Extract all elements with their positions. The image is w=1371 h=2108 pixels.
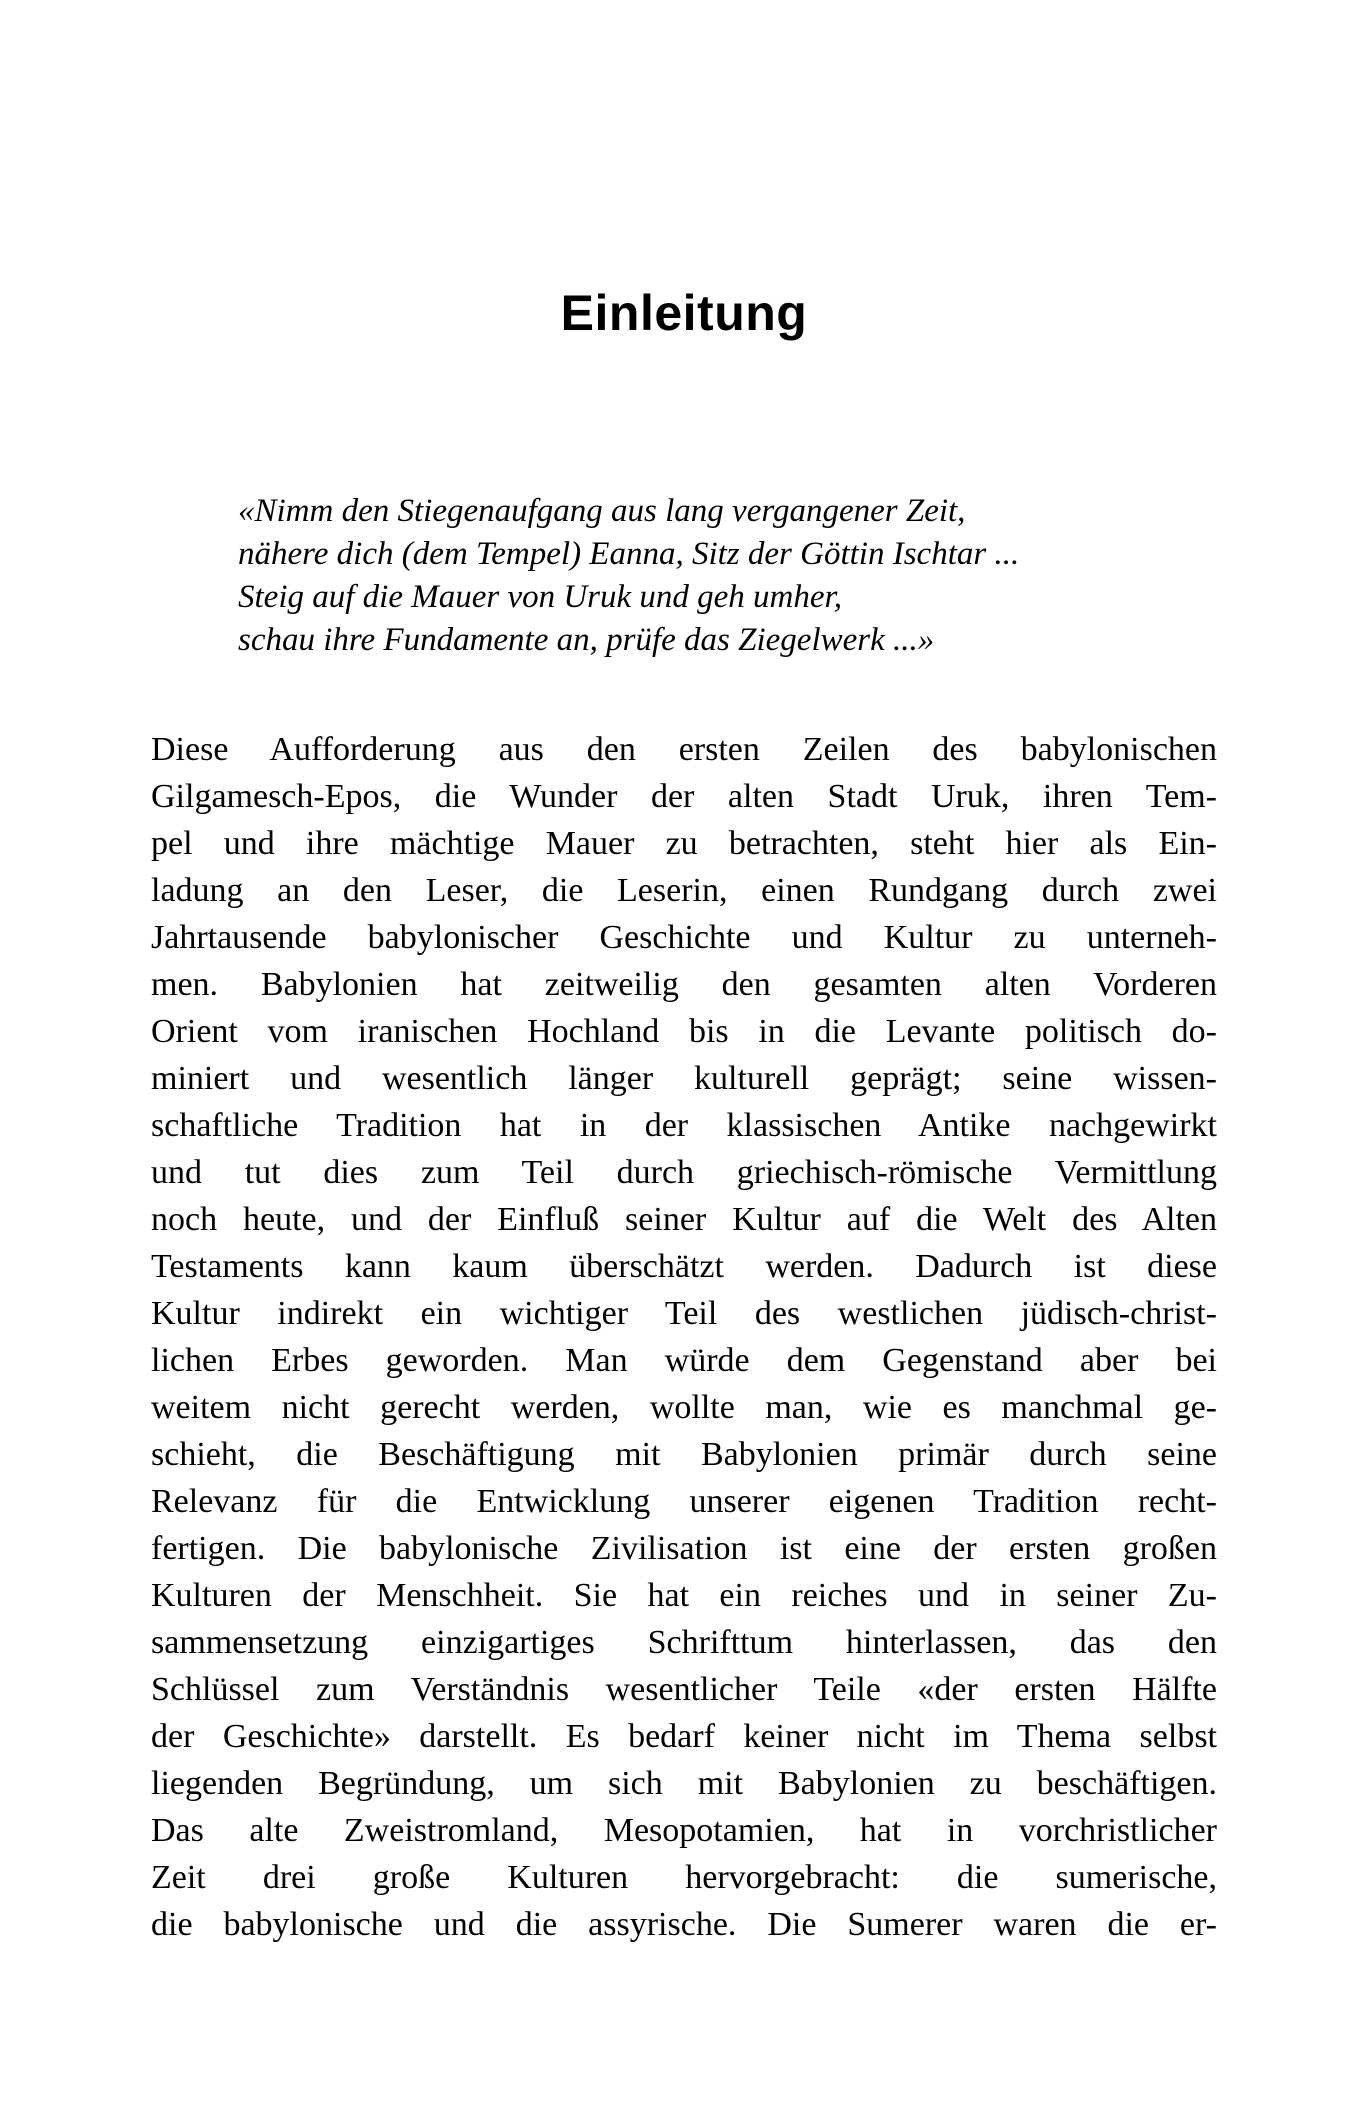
- body-line: Relevanz für die Entwicklung unserer eigenen Tradition recht-: [151, 1483, 1217, 1520]
- epigraph: [238, 490, 1138, 662]
- body-line: lichen Erbes geworden. Man würde dem Gegenstand aber bei: [151, 1342, 1217, 1379]
- body-line: der Geschichte» darstellt. Es bedarf keiner nicht im Thema selbst: [151, 1718, 1217, 1755]
- body-line: fertigen. Die babylonische Zivilisation ist eine der ersten großen: [151, 1530, 1217, 1567]
- body-line: Testaments kann kaum überschätzt werden. Dadurch ist diese: [151, 1248, 1217, 1285]
- body-line: miniert und wesentlich länger kulturell geprägt; seine wissen-: [151, 1060, 1217, 1097]
- body-line: weitem nicht gerecht werden, wollte man, wie es manchmal ge-: [151, 1389, 1217, 1426]
- body-line: schieht, die Beschäftigung mit Babylonien primär durch seine: [151, 1436, 1217, 1473]
- epigraph-line: Steig auf die Mauer von Uruk und geh umher,: [238, 579, 842, 615]
- body-line: ladung an den Leser, die Leserin, einen Rundgang durch zwei: [151, 872, 1217, 909]
- body-line: Das alte Zweistromland, Mesopotamien, hat in vorchristlicher: [151, 1812, 1217, 1849]
- body-line: Zeit drei große Kulturen hervorgebracht: die sumerische,: [151, 1859, 1217, 1896]
- epigraph-line: «Nimm den Stiegenaufgang aus lang vergangener Zeit,: [238, 493, 966, 529]
- body-line: sammensetzung einzigartiges Schrifttum hinterlassen, das den: [151, 1624, 1217, 1661]
- epigraph-line: schau ihre Fundamente an, prüfe das Ziegelwerk ...»: [238, 622, 935, 658]
- body-line: liegenden Begründung, um sich mit Babylonien zu beschäftigen.: [151, 1765, 1217, 1802]
- page-title: Einleitung: [560, 285, 808, 341]
- body-line: Diese Aufforderung aus den ersten Zeilen des babylonischen: [151, 731, 1217, 768]
- body-line: Gilgamesch-Epos, die Wunder der alten Stadt Uruk, ihren Tem-: [151, 778, 1217, 815]
- body-line: Schlüssel zum Verständnis wesentlicher Teile «der ersten Hälfte: [151, 1671, 1217, 1708]
- body-line: Kulturen der Menschheit. Sie hat ein reiches und in seiner Zu-: [151, 1577, 1217, 1614]
- body-line: Orient vom iranischen Hochland bis in die Levante politisch do-: [151, 1013, 1217, 1050]
- body-line: Jahrtausende babylonischer Geschichte und Kultur zu unterneh-: [151, 919, 1217, 956]
- body-line: Kultur indirekt ein wichtiger Teil des westlichen jüdisch-christ-: [151, 1295, 1217, 1332]
- body-line: pel und ihre mächtige Mauer zu betrachten, steht hier als Ein-: [151, 825, 1217, 862]
- body-line: und tut dies zum Teil durch griechisch-römische Vermittlung: [151, 1154, 1217, 1191]
- body-line: schaftliche Tradition hat in der klassischen Antike nachgewirkt: [151, 1107, 1217, 1144]
- body-paragraph: [151, 726, 1217, 1948]
- body-line: noch heute, und der Einfluß seiner Kultur auf die Welt des Alten: [151, 1201, 1217, 1238]
- body-line: die babylonische und die assyrische. Die Sumerer waren die er-: [151, 1906, 1217, 1943]
- epigraph-line: nähere dich (dem Tempel) Eanna, Sitz der Göttin Ischtar ...: [238, 536, 1020, 572]
- body-line: men. Babylonien hat zeitweilig den gesamten alten Vorderen: [151, 966, 1217, 1003]
